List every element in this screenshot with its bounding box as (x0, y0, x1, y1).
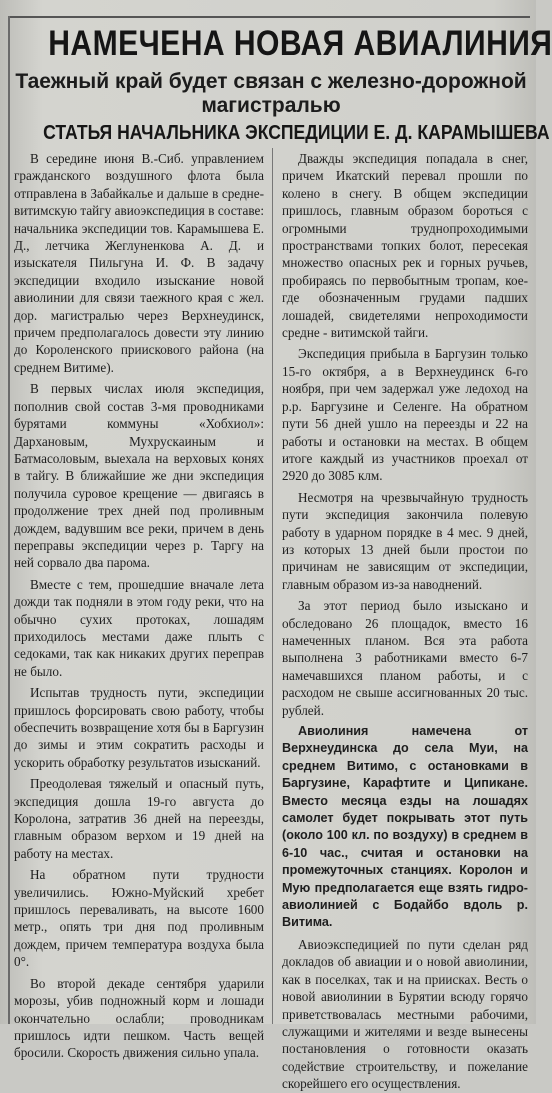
paragraph: В середине июня В.-Сиб. управлением гражданского воздушного флота была отправлена в Забайкалье и дальше в средне-витимскую тайгу авиоэкспедиция в составе: начальника экспедиции тов. Карамышева Е. Д., летчика Жеглуненкова А. Д. и изыскателя Пильгуна И. Ф. В задачу экспедиции входило изыскание новой авиолинии для связи таежного края с жел. дор. магистралью через Верхнеудинск, причем предполагалось довести эту линию до Короленского приискового района (на среднем Витиме). (14, 151, 264, 375)
paragraph: Вместе с тем, прошедшие вначале лета дожди так подняли в этом году реки, что на обычно сухих протоках, лошадям приходилось местами даже плыть с седоками, так как никаких других переправ не было. (14, 576, 264, 679)
paragraph: Авиоэкспедицией по пути сделан ряд докладов об авиации и о новой авиолинии, как в поселках, так и на приисках. Весть о новой авиолинии в Бурятии всюду горячо приветствовалась местными рабочими, служащими и жителями и везде вынесены постановления о готовности оказать содействие строительству, и пожелание скорейшего его осуществления. (282, 936, 528, 1092)
paragraph-bold: Авиолиния намечена от Верхнеудинска до села Муи, на среднем Витимо, с остановками в Баргузине, Карафтите и Ципикане. Вместо месяца езды на лошадях самолет будет покрывать этот путь (около 100 кл. по воздуху) в среднем в 6-10 час., считая и остановки на промежуточных станциях. Королон и Мую предполагается еще взять гидро-авиолинией с Бодайбо вдоль р. Витима. (282, 724, 528, 930)
paragraph: На обратном пути трудности увеличились. Южно-Муйский хребет пришлось переваливать, на высоте 1600 метр., опять три дня под проливным дождем, причем температура воздуха была 0°. (14, 867, 264, 970)
paragraph: Дважды экспедиция попадала в снег, причем Икатский перевал прошли по колено в снегу. В общем экспедиции пришлось, главным образом бороться с огромными труднопроходимыми пространствами топких болот, пересекая множество опасных рек и горных ручьев, пробираясь по первобытным тропам, кое-где обозначенным грудами падших лошадей, свидетелями непроходимости средне - витимской тайги. (282, 151, 528, 341)
paragraph: Несмотря на чрезвычайную трудность пути экспедиция закончила полевую работу в ударном порядке в 4 мес. 9 дней, из которых 13 дней были простои по причинам не зависящим от экспедиции, главным образом из-за наводнений. (282, 489, 528, 592)
article-column-left (14, 150, 264, 1061)
paragraph: В первых числах июля экспедиция, пополнив свой состав 3-мя проводниками бурятами коммуны «Хобхиол»: Дархановым, Мухрускаиным и Батмасоловым, выехала на верховых конях в тайгу. В ближайшие же дни экспедиция получила суровое крещение — двигаясь в продолжение трех дней под проливным дождем, вадувшим все реки, причем в день переправы экспедиции через р. Таргу на ней сорвало два парома. (14, 381, 264, 571)
subheadline: Таежный край будет связан с железно-дорожной магистралью (15, 70, 527, 117)
paragraph: Преодолевая тяжелый и опасный путь, экспедиция дошла 19-го августа до Королона, затратив 36 дней на переезды, главным образом верхом и 19 дней на работу на местах. (14, 776, 264, 861)
article-column-right (282, 150, 528, 1092)
column-divider (272, 148, 273, 1024)
paragraph: Испытав трудность пути, экспедиции пришлось форсировать свою работу, чтобы обеспечить возвращение хотя бы в Баргузин до зимы и этим сократить расходы и ускорить обработку результатов изысканий. (14, 685, 264, 770)
headline: НАМЕЧЕНА НОВАЯ АВИАЛИНИЯ (48, 24, 552, 63)
paragraph: За этот период было изыскано и обследовано 26 площадок, вместо 16 намеченных планом. Вся эта работа выполнена 3 работниками вместо 6-7 намечавшихся планом работы, и с расходом не свыше ассигнованных 20 тыс. рублей. (282, 598, 528, 718)
paragraph: Во второй декаде сентября ударили морозы, убив подножный корм и лошади окончательно ослабли; проводникам пришлось идти пешком. Часть вещей бросили. Скорость движения сильно упала. (14, 975, 264, 1061)
left-column-rule (8, 16, 10, 1024)
top-rule (10, 16, 530, 18)
paragraph: Экспедиция прибыла в Баргузин только 15-го октября, а в Верхнеудинск 6-го ноября, при чем задержал уже ледоход на р.р. Баргузине и Селенге. На обратном пути 56 дней ушло на переезды и 22 на работы и остановки на местах. В общем итоге каждый из участников проехал от 2920 до 3085 клм. (282, 346, 528, 484)
byline: СТАТЬЯ НАЧАЛЬНИКА ЭКСПЕДИЦИИ Е. Д. КАРАМЫШЕВА (43, 122, 550, 144)
